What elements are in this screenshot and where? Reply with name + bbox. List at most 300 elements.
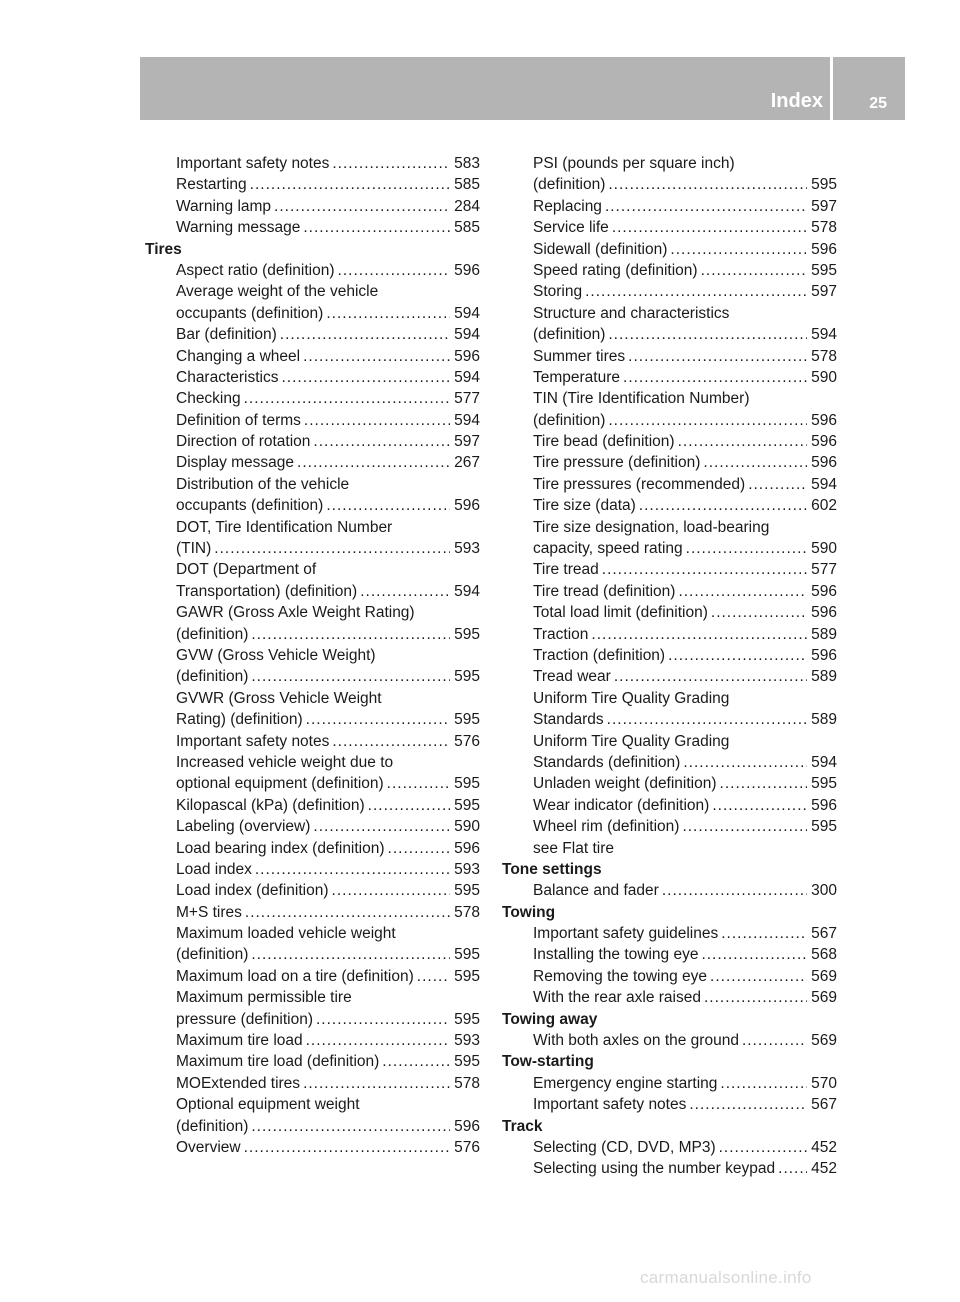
entry-label: Standards (definition) <box>533 753 681 771</box>
entry-label: Important safety notes <box>533 1096 687 1114</box>
entry-page-number: 576 <box>454 1138 480 1156</box>
entry-label: (definition) <box>176 1117 249 1135</box>
entry-label: Selecting using the number keypad <box>533 1160 776 1178</box>
entry-page-number: 578 <box>454 1074 480 1092</box>
index-entry-continued: Average weight of the vehicle <box>176 283 379 301</box>
entry-page-number: 593 <box>454 860 480 878</box>
entry-page-number: 593 <box>454 540 480 558</box>
entry-label: (definition) <box>533 176 606 194</box>
entry-page-number: 267 <box>454 454 480 472</box>
entry-label: Transportation) (definition) <box>176 582 358 600</box>
dot-leader <box>721 923 807 944</box>
index-entry <box>145 410 480 431</box>
entry-label: (TIN) <box>176 540 212 558</box>
entry-label: capacity, speed rating <box>533 540 683 558</box>
dot-leader <box>712 795 807 816</box>
entry-page-number: 567 <box>811 925 837 943</box>
index-entry <box>145 880 480 901</box>
index-entry-continued: Structure and characteristics <box>533 304 730 322</box>
index-entry-continued: TIN (Tire Identification Number) <box>533 390 750 408</box>
entry-page-number: 590 <box>811 540 837 558</box>
dot-leader <box>591 624 807 645</box>
entry-page-number: 589 <box>811 625 837 643</box>
index-entry <box>145 196 480 217</box>
entry-page-number: 589 <box>811 668 837 686</box>
entry-label: Definition of terms <box>176 411 301 429</box>
entry-page-number: 578 <box>811 219 837 237</box>
dot-leader <box>608 324 807 345</box>
entry-page-number: 594 <box>454 326 480 344</box>
entry-page-number: 576 <box>454 732 480 750</box>
index-entry <box>502 602 837 623</box>
index-entry <box>145 731 480 752</box>
entry-label: Labeling (overview) <box>176 818 311 836</box>
entry-label: Installing the towing eye <box>533 946 699 964</box>
index-entry <box>502 1073 837 1094</box>
entry-page-number: 595 <box>811 818 837 836</box>
entry-page-number: 300 <box>811 882 837 900</box>
dot-leader <box>326 495 450 516</box>
index-entry <box>502 1137 837 1158</box>
dot-leader <box>313 431 450 452</box>
dot-leader <box>303 1073 450 1094</box>
entry-label: Load index (definition) <box>176 882 329 900</box>
entry-label: optional equipment (definition) <box>176 775 384 793</box>
dot-leader <box>382 1051 450 1072</box>
index-entry <box>145 902 480 923</box>
entry-page-number: 594 <box>811 753 837 771</box>
entry-label: (definition) <box>176 946 249 964</box>
entry-label: occupants (definition) <box>176 304 324 322</box>
dot-leader <box>639 495 807 516</box>
entry-label: Load bearing index (definition) <box>176 839 385 857</box>
entry-label: Tire bead (definition) <box>533 433 675 451</box>
entry-label: Overview <box>176 1138 241 1156</box>
entry-label: Temperature <box>533 368 621 386</box>
dot-leader <box>316 1009 450 1030</box>
entry-page-number: 595 <box>811 775 837 793</box>
index-entry <box>502 666 837 687</box>
entry-page-number: 594 <box>454 582 480 600</box>
index-entry-continued: Distribution of the vehicle <box>176 475 350 493</box>
dot-leader <box>701 944 807 965</box>
index-entry <box>145 495 480 516</box>
entry-label: (definition) <box>176 625 249 643</box>
dot-leader <box>748 474 807 495</box>
dot-leader <box>303 217 450 238</box>
index-entry <box>502 495 837 516</box>
dot-leader <box>251 1116 450 1137</box>
dot-leader <box>326 303 450 324</box>
dot-leader <box>742 1030 807 1051</box>
index-entry <box>502 966 837 987</box>
entry-page-number: 567 <box>811 1096 837 1114</box>
index-entry-continued: GVWR (Gross Vehicle Weight <box>176 689 382 707</box>
entry-page-number: 589 <box>811 711 837 729</box>
dot-leader <box>297 452 450 473</box>
entry-page-number: 595 <box>454 946 480 964</box>
index-entry-continued: Tire size designation, load-bearing <box>533 518 770 536</box>
entry-label: Checking <box>176 390 241 408</box>
index-heading: Towing <box>502 903 556 921</box>
entry-page-number: 597 <box>454 433 480 451</box>
dot-leader <box>388 838 450 859</box>
dot-leader <box>244 388 450 409</box>
entry-label: Tire tread <box>533 561 599 579</box>
index-entry <box>502 752 837 773</box>
entry-page-number: 569 <box>811 1032 837 1050</box>
entry-label: (definition) <box>176 668 249 686</box>
entry-label: Important safety notes <box>176 155 330 172</box>
entry-page-number: 452 <box>811 1138 837 1156</box>
entry-label: Selecting (CD, DVD, MP3) <box>533 1138 716 1156</box>
index-entry <box>502 538 837 559</box>
entry-label: Speed rating (definition) <box>533 261 698 279</box>
index-entry-continued: Uniform Tire Quality Grading <box>533 732 730 750</box>
index-entry <box>502 346 837 367</box>
index-entry <box>145 838 480 859</box>
dot-leader <box>704 987 807 1008</box>
entry-page-number: 568 <box>811 946 837 964</box>
entry-label: Emergency engine starting <box>533 1074 718 1092</box>
dot-leader <box>678 581 807 602</box>
index-entry <box>502 474 837 495</box>
page-number: 25 <box>869 95 887 112</box>
entry-page-number: 583 <box>454 155 480 172</box>
watermark-url: carmanualsonline.info <box>640 1268 812 1287</box>
entry-page-number: 596 <box>811 433 837 451</box>
entry-label: Storing <box>533 283 583 301</box>
dot-leader <box>332 731 450 752</box>
entry-label: Removing the towing eye <box>533 967 708 985</box>
dot-leader <box>417 966 450 987</box>
entry-page-number: 596 <box>454 1117 480 1135</box>
index-entry <box>502 581 837 602</box>
dot-leader <box>244 1137 450 1158</box>
entry-page-number: 594 <box>811 326 837 344</box>
dot-leader <box>612 217 807 238</box>
index-entry <box>502 260 837 281</box>
dot-leader <box>306 709 450 730</box>
dot-leader <box>280 324 450 345</box>
entry-label: Display message <box>176 454 295 472</box>
index-entry-continued: GAWR (Gross Axle Weight Rating) <box>176 604 415 622</box>
index-heading: Tow-starting <box>502 1053 594 1071</box>
header-divider <box>830 57 833 120</box>
dot-leader <box>387 773 450 794</box>
dot-leader <box>282 367 451 388</box>
dot-leader <box>608 174 807 195</box>
entry-label: Tire size (data) <box>533 497 636 515</box>
entry-label: Service life <box>533 219 609 237</box>
index-entry <box>502 410 837 431</box>
index-entry <box>502 816 837 837</box>
index-entry <box>145 1073 480 1094</box>
index-entry <box>145 1030 480 1051</box>
entry-label: Tire pressure (definition) <box>533 454 701 472</box>
index-entry <box>145 217 480 238</box>
dot-leader <box>711 602 807 623</box>
dot-leader <box>332 153 450 174</box>
index-heading: Tone settings <box>502 860 602 878</box>
entry-page-number: 595 <box>454 711 480 729</box>
index-entry <box>145 153 480 174</box>
entry-label: occupants (definition) <box>176 497 324 515</box>
entry-page-number: 569 <box>811 967 837 985</box>
dot-leader <box>245 902 450 923</box>
index-entry <box>502 645 837 666</box>
dot-leader <box>605 196 807 217</box>
entry-page-number: 597 <box>811 197 837 215</box>
index-entry <box>145 303 480 324</box>
index-entry-continued: PSI (pounds per square inch) <box>533 155 735 172</box>
section-title: Index <box>770 90 823 112</box>
dot-leader <box>628 346 807 367</box>
entry-page-number: 578 <box>811 347 837 365</box>
entry-page-number: 594 <box>454 304 480 322</box>
entry-page-number: 596 <box>811 454 837 472</box>
index-entry-continued: DOT, Tire Identification Number <box>176 518 393 536</box>
entry-page-number: 577 <box>811 561 837 579</box>
index-entry <box>502 367 837 388</box>
index-entry-continued: Uniform Tire Quality Grading <box>533 689 730 707</box>
entry-label: Maximum tire load (definition) <box>176 1053 380 1071</box>
dot-leader <box>623 367 807 388</box>
entry-label: Tread wear <box>533 668 611 686</box>
entry-page-number: 595 <box>454 668 480 686</box>
entry-label: Warning lamp <box>176 197 272 215</box>
index-entry <box>502 880 837 901</box>
entry-page-number: 596 <box>811 240 837 258</box>
dot-leader <box>602 559 807 580</box>
entry-page-number: 596 <box>454 261 480 279</box>
index-entry-continued: Maximum permissible tire <box>176 989 352 1007</box>
entry-page-number: 569 <box>811 989 837 1007</box>
dot-leader <box>360 581 450 602</box>
entry-page-number: 602 <box>811 497 837 515</box>
index-entry <box>145 324 480 345</box>
entry-label: Tire tread (definition) <box>533 582 676 600</box>
index-entry <box>145 1051 480 1072</box>
entry-label: Important safety notes <box>176 732 330 750</box>
index-entry <box>145 1009 480 1030</box>
entry-label: Replacing <box>533 197 602 215</box>
dot-leader <box>670 239 807 260</box>
dot-leader <box>682 816 807 837</box>
entry-page-number: 596 <box>454 497 480 515</box>
entry-label: Sidewall (definition) <box>533 240 668 258</box>
index-heading: Tires <box>145 240 182 258</box>
dot-leader <box>683 752 807 773</box>
entry-label: Direction of rotation <box>176 433 311 451</box>
entry-label: Total load limit (definition) <box>533 604 708 622</box>
entry-page-number: 596 <box>811 604 837 622</box>
entry-page-number: 595 <box>811 176 837 194</box>
entry-label: With the rear axle raised <box>533 989 701 1007</box>
entry-label: Maximum tire load <box>176 1032 303 1050</box>
entry-label: pressure (definition) <box>176 1010 313 1028</box>
index-entry <box>145 859 480 880</box>
dot-leader <box>701 260 807 281</box>
index-entry <box>145 966 480 987</box>
entry-page-number: 596 <box>454 347 480 365</box>
entry-label: Warning message <box>176 219 301 237</box>
index-entry <box>502 452 837 473</box>
index-entry <box>145 346 480 367</box>
entry-page-number: 594 <box>454 368 480 386</box>
index-entry <box>502 624 837 645</box>
dot-leader <box>608 410 807 431</box>
dot-leader <box>332 880 450 901</box>
entry-page-number: 597 <box>811 283 837 301</box>
index-entry <box>502 709 837 730</box>
index-entry <box>502 1094 837 1115</box>
index-entry <box>502 923 837 944</box>
page-header-bar <box>140 57 905 120</box>
dot-leader <box>306 1030 450 1051</box>
index-entry <box>502 987 837 1008</box>
entry-label: (definition) <box>533 326 606 344</box>
index-entry <box>502 196 837 217</box>
entry-label: Kilopascal (kPa) (definition) <box>176 796 365 814</box>
dot-leader <box>686 538 807 559</box>
dot-leader <box>720 773 807 794</box>
index-entry <box>502 1030 837 1051</box>
entry-label: Bar (definition) <box>176 326 277 344</box>
entry-label: Changing a wheel <box>176 347 301 365</box>
entry-label: MOExtended tires <box>176 1074 301 1092</box>
index-entry <box>145 260 480 281</box>
entry-page-number: 595 <box>454 967 480 985</box>
index-entry <box>145 773 480 794</box>
index-entry <box>502 174 837 195</box>
index-entry-continued: Maximum loaded vehicle weight <box>176 925 396 943</box>
entry-page-number: 570 <box>811 1074 837 1092</box>
index-entry-continued: Optional equipment weight <box>176 1096 360 1114</box>
entry-label: Summer tires <box>533 347 626 365</box>
index-entry-continued: Increased vehicle weight due to <box>176 753 394 771</box>
index-entry <box>502 1158 837 1179</box>
dot-leader <box>338 260 450 281</box>
dot-leader <box>214 538 450 559</box>
index-entry-continued: GVW (Gross Vehicle Weight) <box>176 646 376 664</box>
dot-leader <box>303 346 450 367</box>
entry-label: Tire pressures (recommended) <box>533 475 746 493</box>
entry-page-number: 594 <box>811 475 837 493</box>
dot-leader <box>250 174 450 195</box>
dot-leader <box>668 645 807 666</box>
index-entry <box>145 581 480 602</box>
index-entry <box>502 281 837 302</box>
index-entry <box>145 944 480 965</box>
dot-leader <box>678 431 807 452</box>
entry-page-number: 577 <box>454 390 480 408</box>
entry-page-number: 594 <box>454 411 480 429</box>
entry-page-number: 596 <box>811 796 837 814</box>
entry-label: Traction <box>533 625 589 643</box>
dot-leader <box>689 1094 807 1115</box>
entry-label: Load index <box>176 860 252 878</box>
entry-label: Traction (definition) <box>533 646 666 664</box>
entry-label: Important safety guidelines <box>533 925 719 943</box>
index-column-left <box>145 153 480 1158</box>
entry-page-number: 284 <box>454 197 480 215</box>
index-heading: Track <box>502 1117 543 1135</box>
entry-page-number: 452 <box>811 1160 837 1178</box>
entry-label: Restarting <box>176 176 247 194</box>
entry-page-number: 596 <box>454 839 480 857</box>
index-entry-continued: DOT (Department of <box>176 561 317 579</box>
index-column-right <box>502 153 837 1180</box>
dot-leader <box>251 666 450 687</box>
entry-label: Balance and fader <box>533 882 659 900</box>
index-entry <box>145 538 480 559</box>
index-entry <box>145 452 480 473</box>
entry-page-number: 595 <box>454 1010 480 1028</box>
index-entry <box>502 559 837 580</box>
entry-label: Wear indicator (definition) <box>533 796 710 814</box>
entry-page-number: 596 <box>811 582 837 600</box>
entry-page-number: 585 <box>454 176 480 194</box>
dot-leader <box>778 1158 807 1179</box>
dot-leader <box>585 281 807 302</box>
entry-label: Aspect ratio (definition) <box>176 261 335 279</box>
entry-label: Standards <box>533 711 604 729</box>
dot-leader <box>251 624 450 645</box>
index-entry <box>145 816 480 837</box>
entry-page-number: 595 <box>454 625 480 643</box>
entry-label: M+S tires <box>176 903 242 921</box>
index-entry <box>502 773 837 794</box>
entry-page-number: 590 <box>454 818 480 836</box>
entry-page-number: 593 <box>454 1032 480 1050</box>
dot-leader <box>719 1137 807 1158</box>
dot-leader <box>614 666 807 687</box>
dot-leader <box>703 452 807 473</box>
dot-leader <box>720 1073 807 1094</box>
entry-page-number: 596 <box>811 411 837 429</box>
index-entry <box>145 624 480 645</box>
index-entry <box>502 324 837 345</box>
index-entry <box>145 1116 480 1137</box>
dot-leader <box>662 880 807 901</box>
entry-page-number: 595 <box>454 796 480 814</box>
index-entry <box>502 239 837 260</box>
index-entry <box>502 944 837 965</box>
entry-label: Unladen weight (definition) <box>533 775 717 793</box>
entry-page-number: 595 <box>454 1053 480 1071</box>
index-entry <box>145 431 480 452</box>
index-entry <box>145 709 480 730</box>
index-entry <box>145 174 480 195</box>
dot-leader <box>251 944 450 965</box>
dot-leader <box>255 859 450 880</box>
dot-leader <box>274 196 450 217</box>
entry-page-number: 596 <box>811 646 837 664</box>
dot-leader <box>313 816 450 837</box>
index-entry <box>502 431 837 452</box>
index-entry <box>502 217 837 238</box>
dot-leader <box>304 410 450 431</box>
dot-leader <box>710 966 807 987</box>
entry-label: Maximum load on a tire (definition) <box>176 967 414 985</box>
entry-label: Wheel rim (definition) <box>533 818 680 836</box>
entry-page-number: 595 <box>454 775 480 793</box>
entry-page-number: 585 <box>454 219 480 237</box>
entry-label: With both axles on the ground <box>533 1032 739 1050</box>
index-entry <box>145 666 480 687</box>
dot-leader <box>607 709 807 730</box>
